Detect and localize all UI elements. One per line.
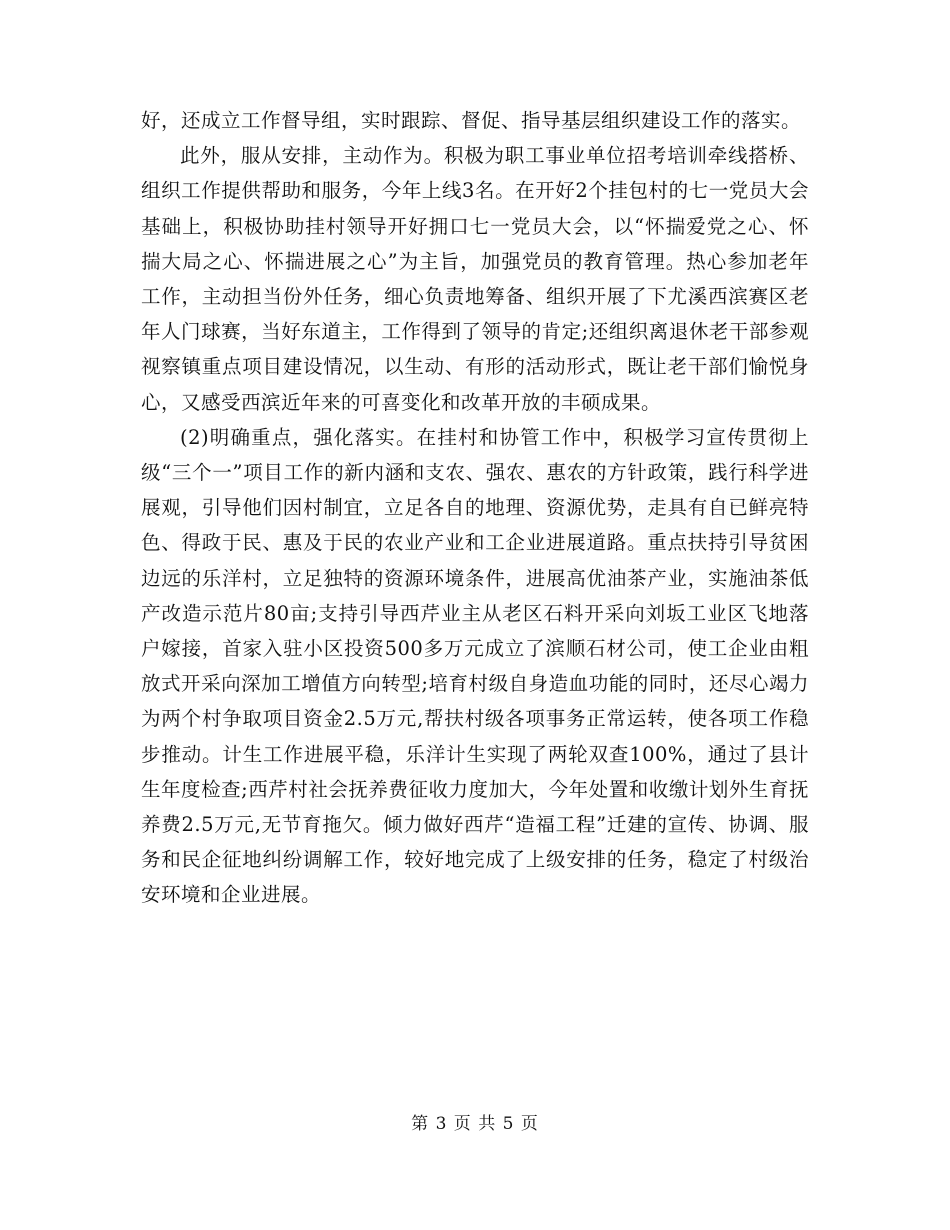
paragraph-additional-work: 此外，服从安排，主动作为。积极为职工事业单位招考培训牵线搭桥、组织工作提供帮助和服务，今年上线3名。在开好2个挂包村的七一党员大会基础上，积极协助挂村领导开好拥口七一党员大会，以“怀揣爱党之心、怀揣大局之心、怀揣进展之心”为主旨，加强党员的教育管理。热心参加老年工作，主动担当份外任务，细心负责地筹备、组织开展了下尤溪西滨赛区老年人门球赛，当好东道主，工作得到了领导的肯定;还组织离退休老干部参观视察镇重点项目建设情况，以生动、有形的活动形式，既让老干部们愉悦身心，又感受西滨近年来的可喜变化和改革开放的丰硕成果。 bbox=[141, 144, 809, 414]
paragraph-focus-implementation: (2)明确重点，强化落实。在挂村和协管工作中，积极学习宣传贯彻上级“三个一”项目工作的新内涵和支农、强农、惠农的方针政策，践行科学进展观，引导他们因村制宜，立足各自的地理、资源优势，走具有自已鲜亮特色、得政于民、惠及于民的农业产业和工企业进展道路。重点扶持引导贫困边远的乐洋村，立足独特的资源环境条件，进展高优油茶产业，实施油茶低产改造示范片80亩;支持引导西芹业主从老区石料开采向刘坂工业区飞地落户嫁接，首家入驻小区投资500多万元成立了滨顺石材公司，使工企业由粗放式开采向深加工增值方向转型;培育村级自身造血功能的同时，还尽心竭力为两个村争取项目资金2.5万元,帮扶村级各项事务正常运转，使各项工作稳步推动。计生工作进展平稳，乐洋计生实现了两轮双查100%，通过了县计生年度检查;西芹村社会抚养费征收力度加大，今年处置和收缴计划外生育抚养费2.5万元,无节育拖欠。倾力做好西芹“造福工程”迁建的宣传、协调、服务和民企征地纠纷调解工作，较好地完成了上级安排的任务，稳定了村级治安环境和企业进展。 bbox=[141, 425, 809, 907]
page-number-footer: 第 3 页 共 5 页 bbox=[411, 1114, 539, 1134]
document-body bbox=[141, 103, 809, 913]
paragraph-continuation: 好，还成立工作督导组，实时跟踪、督促、指导基层组织建设工作的落实。 bbox=[141, 109, 802, 132]
